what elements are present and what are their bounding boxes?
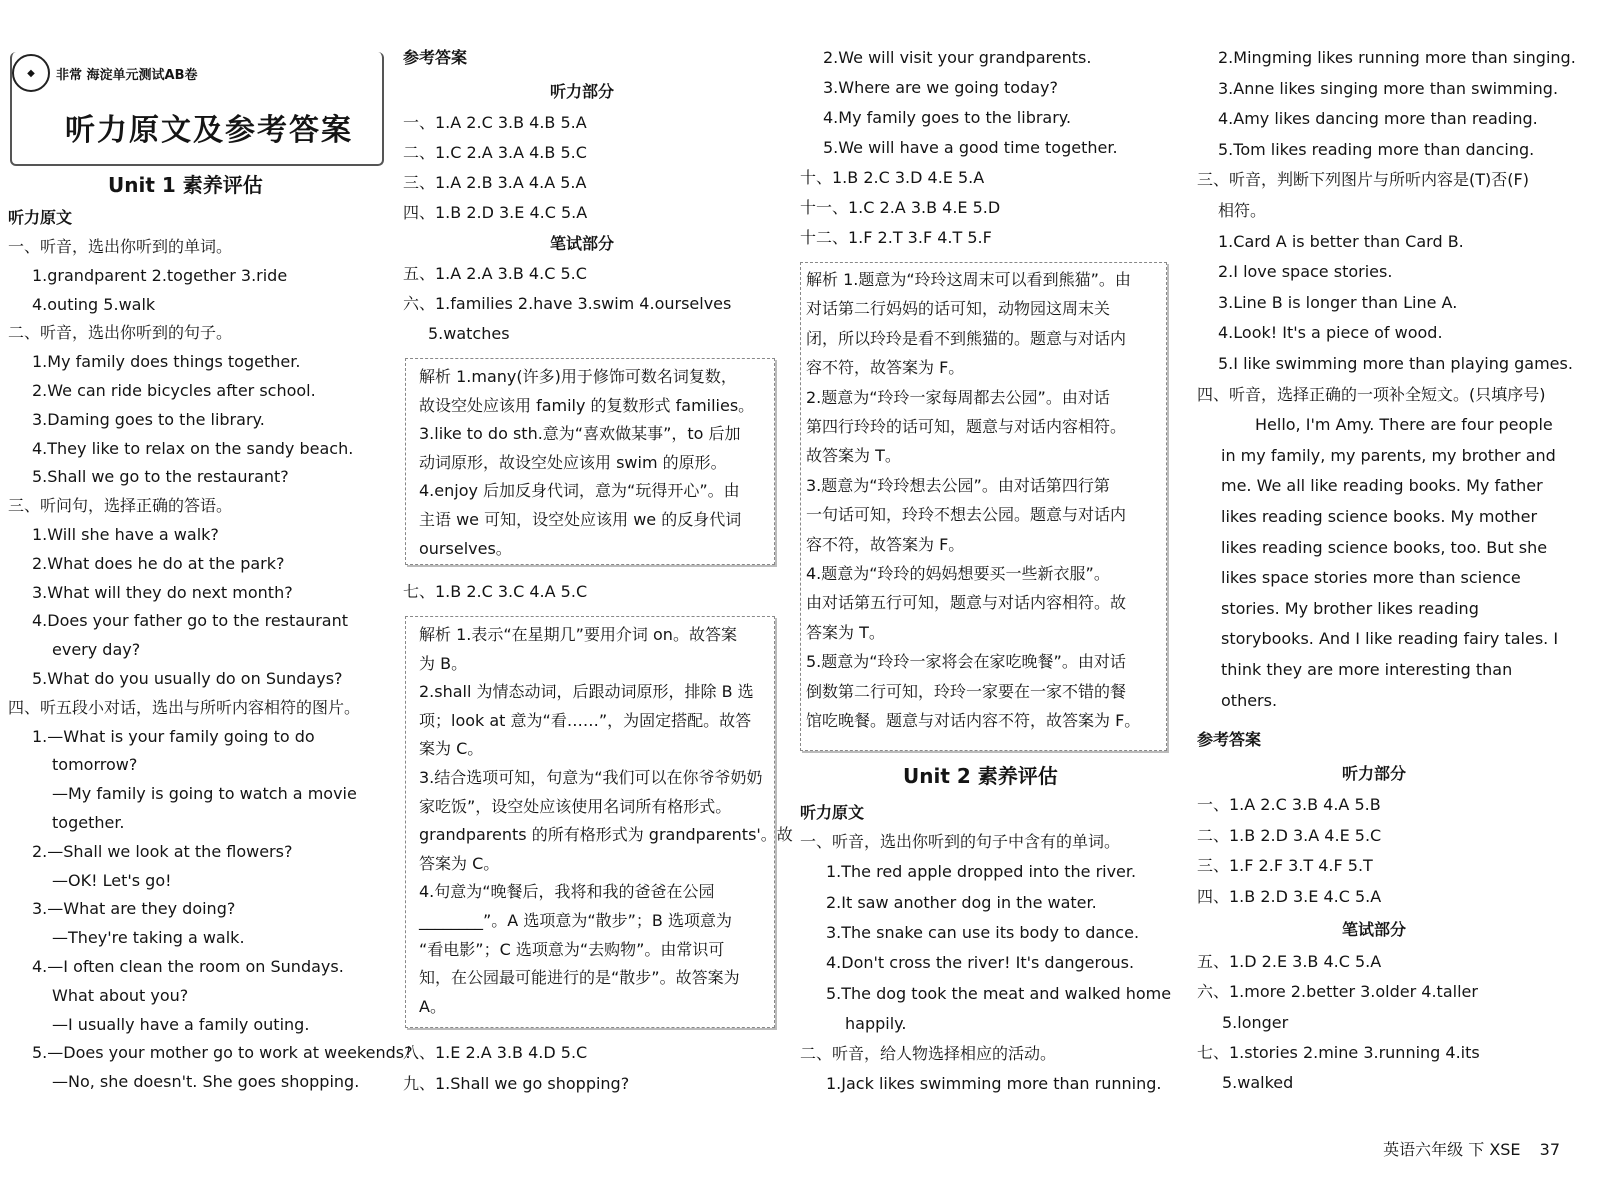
content-line: 二、听音，给人物选择相应的活动。 [800,1044,1057,1064]
content-line: 4.outing 5.walk [32,294,156,314]
content-line: 5.—Does your mother go to work at weekends? [32,1043,413,1063]
analysis-line: 容不符，故答案为 F。 [806,534,965,554]
answer-line: 六、1.more 2.better 3.older 4.taller [1197,982,1478,1002]
analysis-line: 答案为 T。 [806,622,885,642]
analysis-line: 第四行玲玲的话可知，题意与对话内容相符。 [806,417,1127,436]
content-line: What about you? [52,985,189,1005]
content-line: 5.Tom likes reading more than dancing. [1218,139,1535,159]
page-title: 听力原文及参考答案 [65,113,353,148]
analysis-line: 知，在公园最可能进行的是“散步”。故答案为 [419,968,740,988]
content-line: 2.—Shall we look at the flowers? [32,841,293,861]
analysis-line: “看电影”；C 选项意为“去购物”。由常识可 [419,939,725,959]
analysis-line: 答案为 C。 [419,853,500,873]
analysis-line: 故设空处应该用 family 的复数形式 families。 [419,395,755,415]
content-line: 5.We will have a good time together. [823,138,1118,157]
analysis-line: 3.题意为“玲玲想去公园”。由对话第四行第 [806,475,1110,495]
answer-line: 5.watches [428,324,510,343]
content-line: me. We all like reading books. My father [1221,476,1543,496]
content-line: others. [1221,690,1278,710]
answer-line: 六、1.families 2.have 3.swim 4.ourselves [403,294,732,313]
analysis-line: 解析 1.题意为“玲玲这周末可以看到熊猫”。由 [806,270,1131,289]
content-line: 一、听音，选出你听到的单词。 [8,237,233,256]
content-line: 5.What do you usually do on Sundays? [32,669,343,688]
content-line: 二、听音，选出你听到的句子。 [8,323,233,343]
content-line: 三、听问句，选择正确的答语。 [8,496,233,516]
series-header [12,54,198,92]
analysis-line: 4.enjoy 后加反身代词，意为“玩得开心”。由 [419,481,740,501]
answer-line: 一、1.A 2.C 3.B 4.B 5.A [403,113,587,132]
answer-heading: 参考答案 [1197,730,1262,749]
subheading-listening: 听力部分 [550,82,615,101]
analysis-line: 2.题意为“玲玲一家每周都去公园”。由对话 [806,387,1110,407]
content-line: 1.—What is your family going to do [32,726,315,746]
page-number: 37 [1539,1140,1560,1159]
content-line: 十一、1.C 2.A 3.B 4.E 5.D [800,198,1001,217]
analysis-line: 容不符，故答案为 F。 [806,358,965,378]
content-line: 四、听音，选择正确的一项补全短文。(只填序号) [1197,384,1546,404]
analysis-line: 家吃饭”，设空处应该使用名词所有格形式。 [419,796,732,816]
analysis-line: grandparents 的所有格形式为 grandparents'。故 [419,825,793,845]
analysis-line: 主语 we 可知，设空处应该用 we 的反身代词 [419,510,742,529]
answer-line: 四、1.B 2.D 3.E 4.C 5.A [1197,887,1382,907]
answer-line: 九、1.Shall we go shopping? [403,1074,630,1093]
series-name: 非常 海淀单元测试AB卷 [56,67,198,83]
content-line: 3.Line B is longer than Line A. [1218,292,1458,312]
content-line: 3.—What are they doing? [32,899,236,919]
content-line: 2.We will visit your grandparents. [823,48,1092,67]
content-line: Hello, I'm Amy. There are four people [1255,415,1553,435]
answer-heading: 参考答案 [403,48,468,67]
content-line: —OK! Let's go! [52,870,172,890]
answer-line: 三、1.A 2.B 3.A 4.A 5.A [403,173,587,192]
analysis-line: 馆吃晚餐。题意与对话内容不符，故答案为 F。 [806,711,1141,730]
content-line: stories. My brother likes reading [1221,598,1479,618]
analysis-line: 倒数第二行可知，玲玲一家要在一家不错的餐 [806,681,1127,701]
answer-line: 八、1.E 2.A 3.B 4.D 5.C [403,1043,588,1062]
answer-line: 五、1.A 2.A 3.B 4.C 5.C [403,264,587,283]
analysis-line: 为 B。 [419,653,468,673]
analysis-line: 3.like to do sth.意为“喜欢做某事”，to 后加 [419,424,741,444]
content-line: 2.It saw another dog in the water. [826,892,1097,912]
answer-line: 三、1.F 2.F 3.T 4.F 5.T [1197,856,1373,876]
analysis-line: 4.题意为“玲玲的妈妈想要买一些新衣服”。 [806,564,1110,583]
analysis-line: 闭，所以玲玲是看不到熊猫的。题意与对话内 [806,328,1127,348]
content-line: 3.What will they do next month? [32,582,293,602]
analysis-line: 项；look at 意为“看……”，为固定搭配。故答 [419,710,752,730]
content-line: 十二、1.F 2.T 3.F 4.T 5.F [800,228,992,247]
analysis-line: 5.题意为“玲玲一家将会在家吃晚餐”。由对话 [806,652,1126,672]
answer-line: 一、1.A 2.C 3.B 4.A 5.B [1197,795,1381,814]
analysis-line: 2.shall 为情态动词，后跟动词原形，排除 B 选 [419,682,754,702]
content-line: likes space stories more than science [1221,568,1521,588]
content-line: 十、1.B 2.C 3.D 4.E 5.A [800,168,985,187]
content-line: likes reading science books. My mother [1221,507,1538,526]
answer-line: 七、1.stories 2.mine 3.running 4.its [1197,1042,1480,1062]
analysis-line: ourselves。 [419,538,512,558]
content-line: 5.The dog took the meat and walked home [826,983,1172,1003]
content-line: 5.I like swimming more than playing games. [1218,354,1573,373]
content-line: happily. [845,1013,907,1033]
content-line: 2.I love space stories. [1218,262,1393,282]
content-line: 3.The snake can use its body to dance. [826,922,1140,942]
content-line: 2.We can ride bicycles after school. [32,381,316,400]
content-line: —No, she doesn't. She goes shopping. [52,1072,360,1092]
content-line: 1.Will she have a walk? [32,525,219,544]
analysis-line: 对话第二行妈妈的话可知，动物园这周末关 [806,299,1111,319]
analysis-box [405,616,775,1028]
answer-line: 5.walked [1222,1073,1294,1093]
analysis-line: 一句话可知，玲玲不想去公园。题意与对话内 [806,505,1127,525]
content-line: 1.grandparent 2.together 3.ride [32,265,288,285]
content-line: 2.What does he do at the park? [32,553,285,573]
analysis-line: A。 [419,996,446,1016]
content-line: 4.Does your father go to the restaurant [32,611,349,631]
content-line: —My family is going to watch a movie [52,784,357,804]
content-line: 4.Don't cross the river! It's dangerous. [826,953,1135,973]
answer-line: 七、1.B 2.C 3.C 4.A 5.C [403,582,588,601]
content-line: 3.Anne likes singing more than swimming. [1218,78,1559,98]
unit-title: Unit 2 素养评估 [903,764,1058,788]
analysis-line: 案为 C。 [419,739,484,759]
subheading-listening: 听力部分 [1342,764,1407,783]
content-line: 三、听音，判断下列图片与所听内容是(T)否(F) [1197,170,1529,190]
analysis-line: 故答案为 T。 [806,446,901,466]
analysis-line: 4.句意为“晚餐后，我将和我的爸爸在公园 [419,882,715,902]
content-line: every day? [52,640,141,660]
content-line: tomorrow? [52,755,138,775]
content-line: together. [52,813,125,832]
content-line: in my family, my parents, my brother and [1221,445,1556,465]
content-line: 3.Daming goes to the library. [32,409,265,429]
content-line: 1.My family does things together. [32,352,301,372]
section-heading: 听力原文 [800,803,865,822]
content-line: —They're taking a walk. [52,928,245,948]
subheading-written: 笔试部分 [1342,920,1407,939]
content-line: 4.Look! It's a piece of wood. [1218,323,1443,343]
answer-line: 五、1.D 2.E 3.B 4.C 5.A [1197,952,1382,971]
content-line: 1.Jack likes swimming more than running. [826,1074,1162,1094]
content-line: think they are more interesting than [1221,660,1513,679]
content-line: likes reading science books, too. But she [1221,537,1548,557]
content-line: 4.They like to relax on the sandy beach. [32,438,354,458]
content-line: storybooks. And I like reading fairy tales. I [1221,629,1559,649]
analysis-line: 由对话第五行可知，题意与对话内容相符。故 [806,593,1127,613]
analysis-line: 解析 1.表示“在星期几”要用介词 on。故答案 [419,625,737,644]
answer-line: 四、1.B 2.D 3.E 4.C 5.A [403,203,588,222]
page-footer [1383,1137,1560,1160]
content-line: 一、听音，选出你听到的句子中含有的单词。 [800,832,1121,851]
analysis-line: 动词原形，故设空处应该用 swim 的原形。 [419,452,727,472]
answer-line: 二、1.B 2.D 3.A 4.E 5.C [1197,825,1382,845]
unit-title: Unit 1 素养评估 [108,173,263,197]
content-line: 1.Card A is better than Card B. [1218,231,1464,251]
content-line: 1.The red apple dropped into the river. [826,862,1137,882]
footer-text: 英语六年级 下 XSE [1383,1140,1521,1159]
content-line: 相符。 [1218,201,1267,220]
subheading-written: 笔试部分 [550,234,615,253]
content-line: 4.My family goes to the library. [823,108,1072,127]
content-line: 5.Shall we go to the restaurant? [32,467,289,487]
section-heading: 听力原文 [8,208,73,227]
content-line: 3.Where are we going today? [823,78,1058,97]
analysis-line: ________”。A 选项意为“散步”；B 选项意为 [419,911,732,930]
analysis-line: 3.结合选项可知，句意为“我们可以在你爷爷奶奶 [419,768,763,787]
content-line: —I usually have a family outing. [52,1014,310,1034]
answer-line: 5.longer [1222,1012,1289,1032]
content-line: 4.Amy likes dancing more than reading. [1218,109,1538,129]
logo-icon: ◆ [12,54,50,92]
answer-line: 二、1.C 2.A 3.A 4.B 5.C [403,143,587,162]
content-line: 2.Mingming likes running more than singing. [1218,48,1576,67]
content-line: 四、听五段小对话，选出与所听内容相符的图片。 [8,697,361,717]
analysis-line: 解析 1.many(许多)用于修饰可数名词复数， [419,367,737,386]
content-line: 4.—I often clean the room on Sundays. [32,957,344,976]
